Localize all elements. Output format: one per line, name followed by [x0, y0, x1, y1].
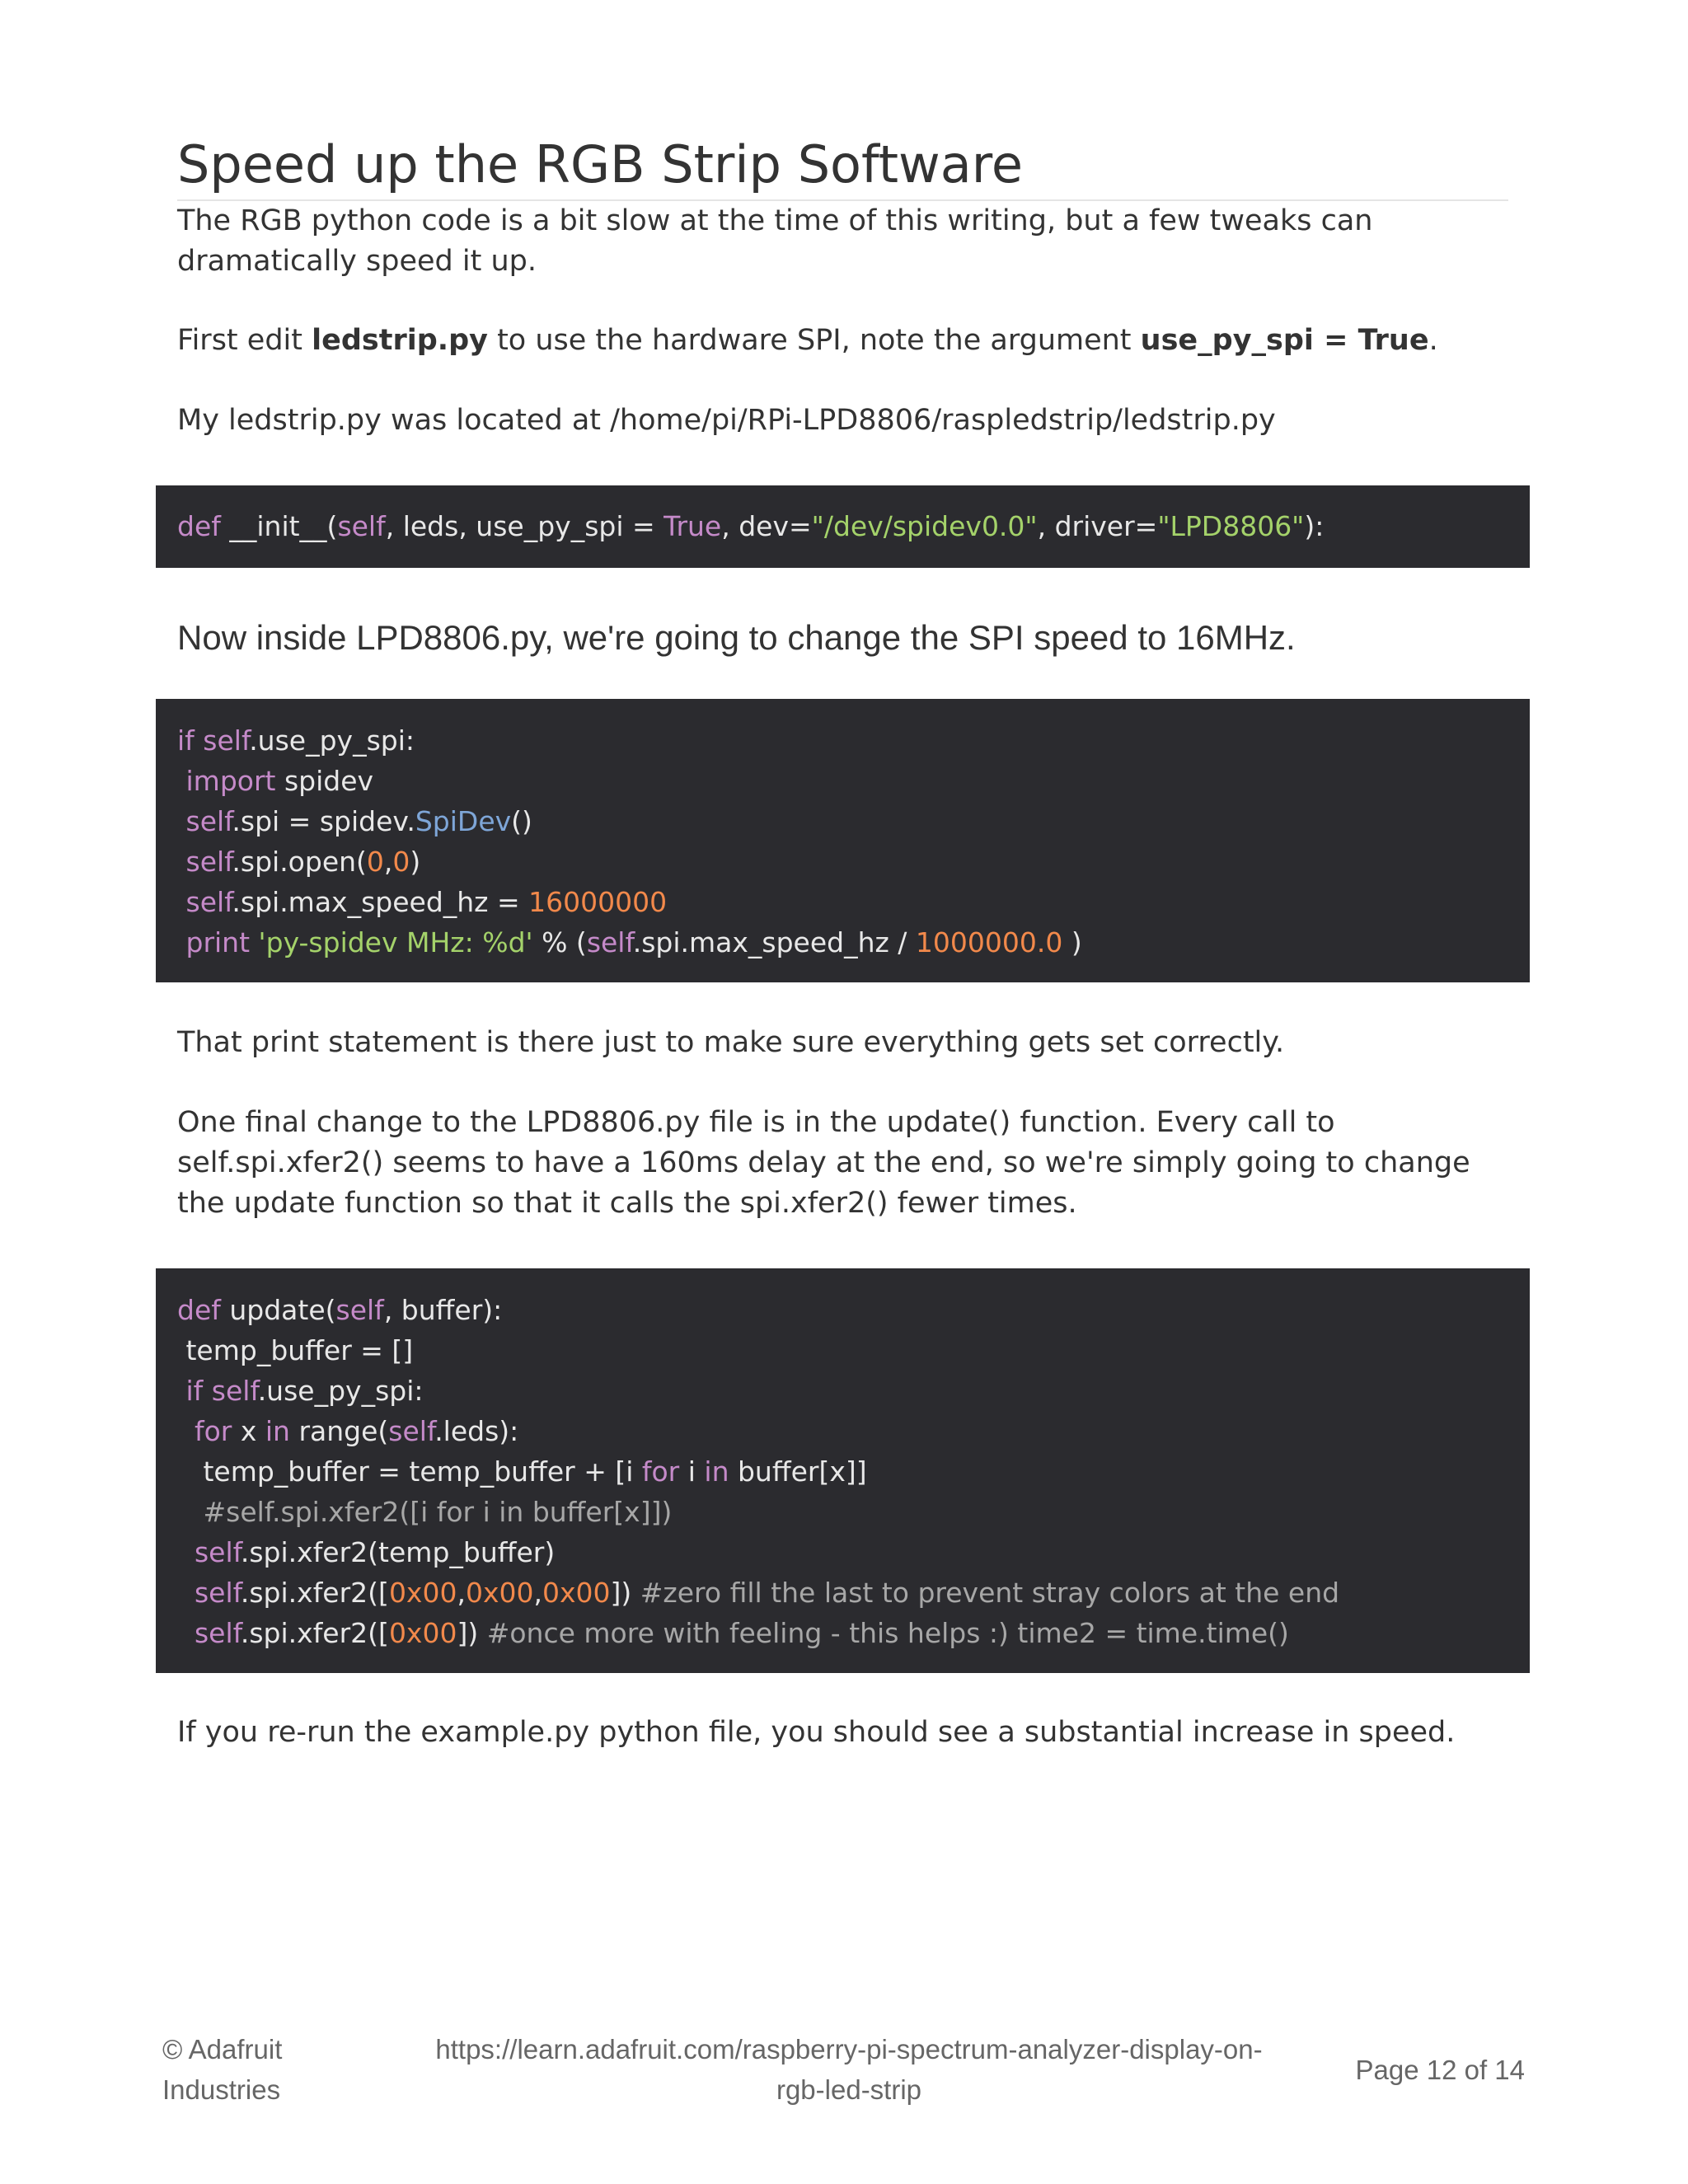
location-paragraph: My ledstrip.py was located at /home/pi/RPi-LPD8806/raspledstrip/ledstrip.py [177, 404, 1276, 437]
code-token: , [533, 1577, 542, 1609]
code-line [177, 1532, 1530, 1572]
code-token: .spi.max_speed_hz = [232, 886, 529, 918]
code-line [177, 720, 1530, 761]
code-token: def [177, 510, 221, 542]
code-token: 0 [366, 846, 384, 878]
code-block-spi-setup [156, 699, 1530, 982]
code-token: ): [1304, 510, 1325, 542]
code-token [177, 1536, 195, 1568]
code-token: self [185, 886, 232, 918]
ledstrip-file-name: ledstrip.py [312, 324, 488, 357]
footer-page-number: Page 12 of 14 [1355, 2055, 1525, 2085]
final-change-paragraph: One final change to the LPD8806.py file is in the update() function. Every call to self.spi.xfer2() seems to have a 160ms delay at the end, so we're simply going to change the update function so that it calls the spi.xfer2() fewer times. [177, 1106, 1470, 1220]
code-token [177, 1496, 203, 1528]
code-token: "LPD8806" [1157, 510, 1305, 542]
code-token: .spi.xfer2([ [240, 1577, 389, 1609]
code-token: , leds, use_py_spi = [385, 510, 664, 542]
code-token: .spi.open( [232, 846, 367, 878]
code-line [177, 882, 1530, 922]
code-token [177, 1375, 186, 1407]
code-token: 0x00 [388, 1577, 457, 1609]
rerun-paragraph: If you re-run the example.py python file, you should see a substantial increase in speed. [177, 1716, 1456, 1749]
code-token: self [194, 1617, 241, 1649]
code-token: .use_py_spi: [249, 724, 415, 757]
code-token: () [511, 805, 532, 837]
code-token: True [663, 510, 722, 542]
code-line [177, 506, 1530, 546]
code-token: % ( [532, 926, 587, 958]
code-token: "/dev/spidev0.0" [811, 510, 1038, 542]
code-token: 0 [392, 846, 410, 878]
code-token: import [185, 765, 276, 797]
code-token: 0x00 [542, 1577, 611, 1609]
code-token: SpiDev [415, 805, 512, 837]
code-line [177, 1411, 1530, 1451]
code-line [177, 1572, 1530, 1613]
code-token: self [586, 926, 633, 958]
code-token [177, 1577, 195, 1609]
code-token: , buffer): [383, 1294, 503, 1326]
code-token: if [185, 1375, 204, 1407]
code-token: temp_buffer = [] [177, 1334, 414, 1366]
code-token: __init__( [220, 510, 338, 542]
section-subheading: Now inside LPD8806.py, we're going to change the SPI speed to 16MHz. [177, 618, 1296, 657]
code-token: .spi.xfer2(temp_buffer) [240, 1536, 556, 1568]
code-line [177, 1492, 1530, 1532]
code-token [177, 886, 186, 918]
code-token: .spi.xfer2([ [240, 1617, 389, 1649]
code-token: ]) [610, 1577, 640, 1609]
code-block-init [156, 485, 1530, 568]
footer-url-line[interactable]: https://learn.adafruit.com/raspberry-pi-spectrum-analyzer-display-on- [435, 2034, 1263, 2064]
print-note-paragraph: That print statement is there just to make sure everything gets set correctly. [177, 1026, 1285, 1059]
code-token: range( [289, 1415, 389, 1447]
code-comment: #once more with feeling - this helps :) time2 = time.time() [486, 1617, 1289, 1649]
code-token: self [203, 724, 250, 757]
code-line [177, 841, 1530, 882]
code-token [177, 1415, 195, 1447]
code-token [177, 805, 186, 837]
code-token: if [177, 724, 195, 757]
code-token: x [232, 1415, 265, 1447]
code-token: for [194, 1415, 232, 1447]
code-token: , [383, 846, 393, 878]
footer-copyright-line: Industries [162, 2074, 281, 2105]
code-comment: #self.spi.xfer2([i for i in buffer[x]]) [203, 1496, 673, 1528]
code-token: ) [1062, 926, 1082, 958]
code-token [177, 926, 186, 958]
code-token: spidev [275, 765, 374, 797]
code-token: 'py-spidev MHz: %d' [258, 926, 533, 958]
code-token: , driver= [1037, 510, 1158, 542]
code-line [177, 1330, 1530, 1371]
code-line [177, 801, 1530, 841]
code-line [177, 1290, 1530, 1330]
code-block-update [156, 1268, 1530, 1673]
code-line [177, 1371, 1530, 1411]
code-line [177, 1451, 1530, 1492]
code-token: 1000000.0 [915, 926, 1063, 958]
code-token: self [211, 1375, 258, 1407]
code-token: self [388, 1415, 435, 1447]
first-edit-pre: First edit [177, 324, 312, 357]
code-token: in [265, 1415, 290, 1447]
code-token: self [335, 1294, 384, 1326]
code-token: self [194, 1536, 241, 1568]
code-token: .use_py_spi: [257, 1375, 424, 1407]
code-token: self [337, 510, 386, 542]
footer-url-line[interactable]: rgb-led-strip [776, 2074, 922, 2105]
code-token: i [679, 1455, 705, 1488]
code-token: self [185, 805, 232, 837]
code-line [177, 1613, 1530, 1653]
use-py-spi-argument: use_py_spi = True [1140, 324, 1429, 357]
code-token: self [194, 1577, 241, 1609]
code-token: .spi.max_speed_hz / [632, 926, 916, 958]
code-token: .spi = spidev. [232, 805, 415, 837]
footer-copyright [162, 2029, 410, 2110]
footer-url[interactable] [412, 2029, 1286, 2110]
code-token: buffer[x]] [729, 1455, 867, 1488]
code-token: , dev= [721, 510, 812, 542]
code-token: update( [220, 1294, 336, 1326]
code-token [177, 765, 186, 797]
code-token: , [457, 1577, 466, 1609]
first-edit-post: . [1428, 324, 1438, 357]
code-token: 0x00 [388, 1617, 457, 1649]
code-token: for [641, 1455, 680, 1488]
footer-copyright-line: © Adafruit [162, 2034, 283, 2064]
code-token [177, 846, 186, 878]
code-token: ]) [457, 1617, 487, 1649]
first-edit-paragraph [177, 321, 1504, 361]
first-edit-mid: to use the hardware SPI, note the argument [487, 324, 1141, 357]
code-line [177, 922, 1530, 963]
code-token [177, 1617, 195, 1649]
code-token: 16000000 [528, 886, 668, 918]
code-token [250, 926, 259, 958]
code-token: self [185, 846, 232, 878]
code-token: 0x00 [465, 1577, 534, 1609]
code-token: def [177, 1294, 221, 1326]
intro-paragraph: The RGB python code is a bit slow at the time of this writing, but a few tweaks can dramatically speed it up. [177, 204, 1373, 278]
code-token: temp_buffer = temp_buffer + [i [177, 1455, 642, 1488]
page-title: Speed up the RGB Strip Software [177, 134, 1023, 194]
code-token: ) [410, 846, 421, 878]
code-token: .leds): [434, 1415, 519, 1447]
code-token [195, 724, 204, 757]
code-token: print [185, 926, 251, 958]
code-comment: #zero fill the last to prevent stray colors at the end [640, 1577, 1340, 1609]
code-line [177, 761, 1530, 801]
code-token [203, 1375, 212, 1407]
code-token: in [704, 1455, 729, 1488]
